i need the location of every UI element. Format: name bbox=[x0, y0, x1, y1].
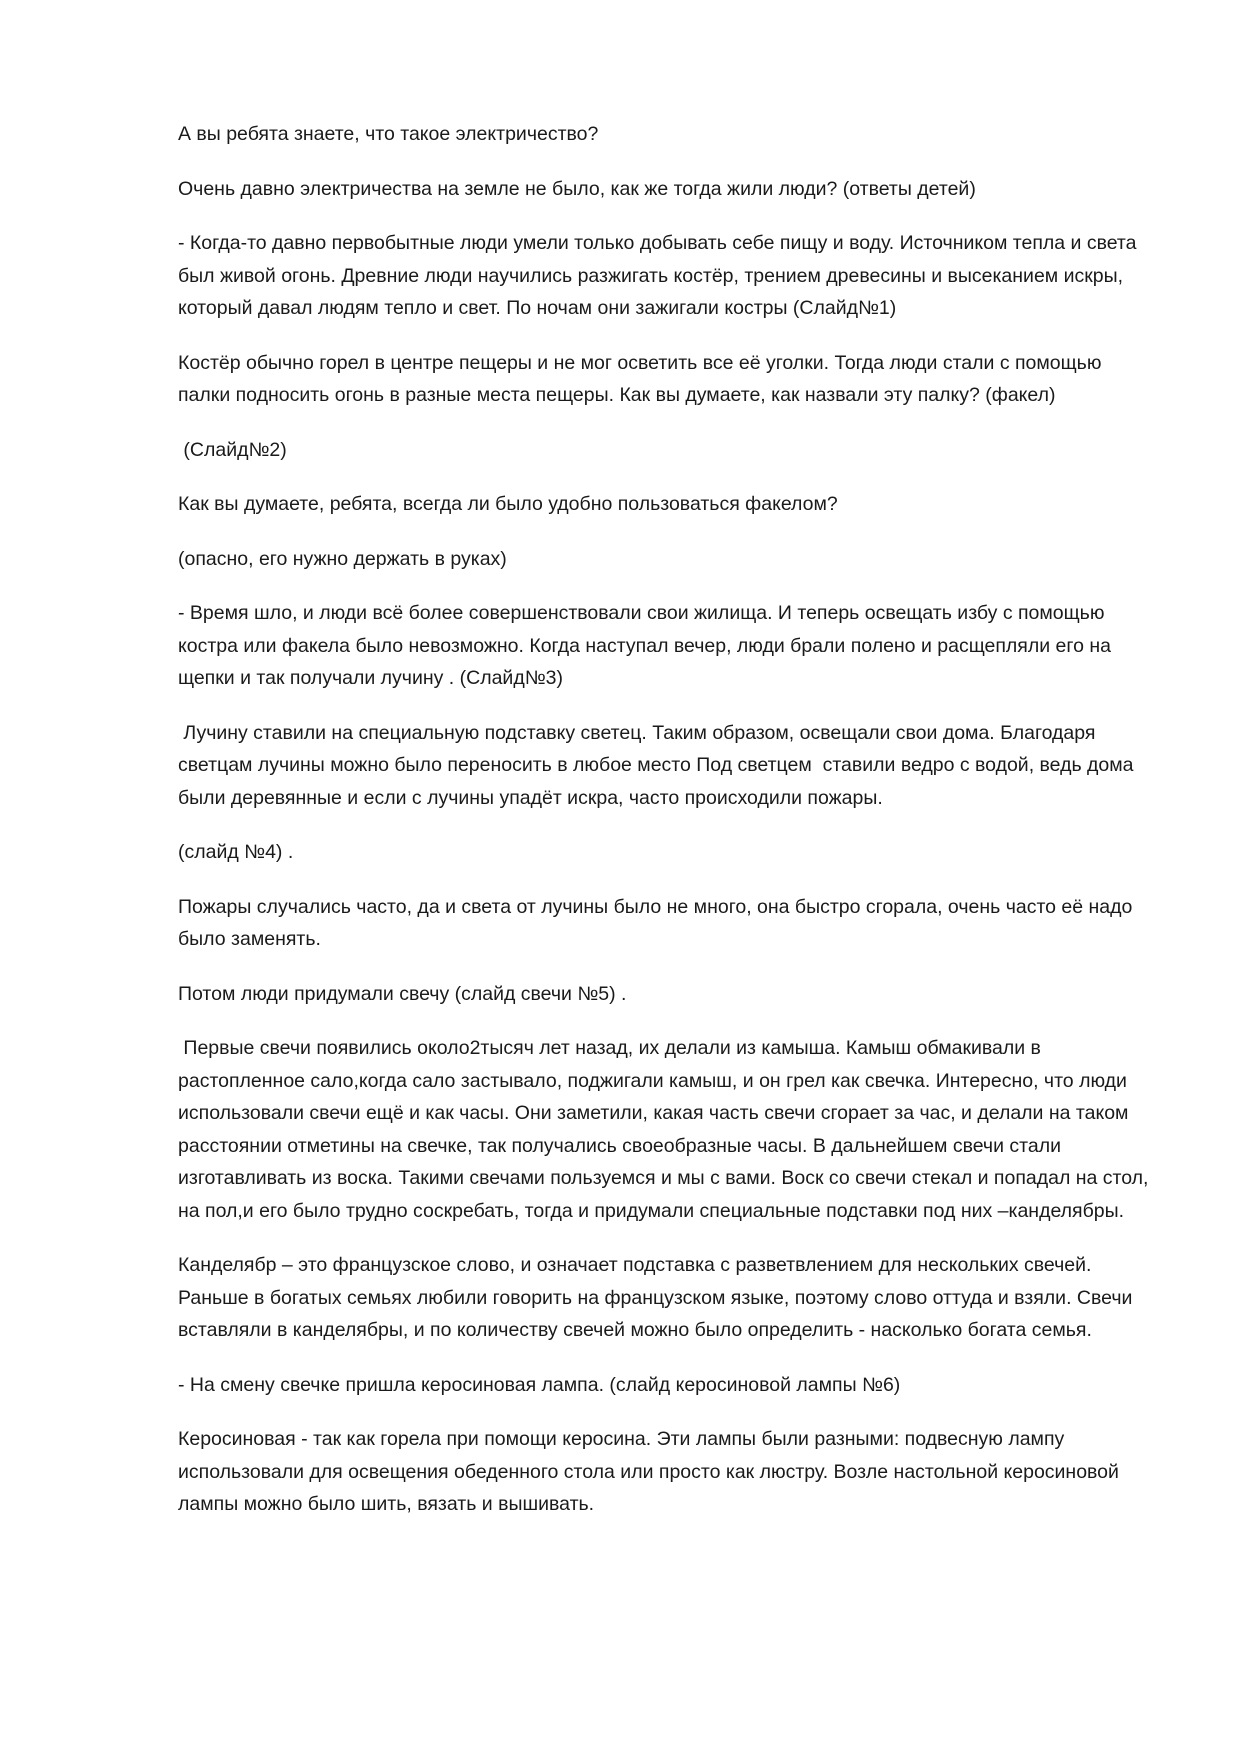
paragraph-11: Пожары случались часто, да и света от лучины было не много, она быстро сгорала, очень часто её надо было заменять. bbox=[178, 895, 1138, 950]
paragraph-3: - Когда-то давно первобытные люди умели только добывать себе пищу и воду. Источником тепла и света был живой огонь. Древние люди научились разжигать костёр, трением древесины и высеканием искры, который давал людям тепло и свет. По ночам они зажигали костры (Слайд№1) bbox=[178, 232, 1142, 319]
paragraph-10: (слайд №4) . bbox=[178, 841, 294, 863]
paragraph-4: Костёр обычно горел в центре пещеры и не мог осветить все её уголки. Тогда люди стали с помощью палки подносить огонь в разные места пещеры. Как вы думаете, как назвали эту палку? (факел) bbox=[178, 351, 1107, 406]
paragraph-9: Лучину ставили на специальную подставку светец. Таким образом, освещали свои дома. Благодаря светцам лучины можно было переносить в любое место Под светцем ставили ведро с водой, ведь дома были деревянные и если с лучины упадёт искра, часто происходили пожары. bbox=[178, 721, 1139, 809]
document-body bbox=[178, 118, 1158, 1543]
paragraph-14: Канделябр – это французское слово, и означает подставка с разветвлением для нескольких свечей. Раньше в богатых семьях любили говорить на французском языке, поэтому слово оттуда и взяли. Свечи вставляли в канделябры, и по количеству свечей можно было определить - насколько богата семья. bbox=[178, 1254, 1138, 1341]
paragraph-7: (опасно, его нужно держать в руках) bbox=[178, 547, 507, 570]
paragraph-13: Первые свечи появились около2тысяч лет назад, их делали из камыша. Камыш обмакивали в растопленное сало,когда сало застывало, поджигали камыш, и он грел как свечка. Интересно, что люди использовали свечи ещё и как часы. Они заметили, какая часть свечи сгорает за час, и делали на таком расстоянии отметины на свечке, так получались своеобразные часы. В дальнейшем свечи стали изготавливать из воска. Такими свечами пользуемся и мы с вами. Воск со свечи стекал и попадал на стол, на пол,и его было трудно соскребать, тогда и придумали специальные подставки под них –канделябры. bbox=[178, 1037, 1154, 1222]
paragraph-5: (Слайд№2) bbox=[178, 438, 287, 461]
paragraph-1: А вы ребята знаете, что такое электричество? bbox=[178, 123, 599, 145]
paragraph-2: Очень давно электричества на земле не было, как же тогда жили люди? (ответы детей) bbox=[178, 177, 976, 200]
paragraph-12: Потом люди придумали свечу (слайд свечи №5) . bbox=[178, 982, 627, 1005]
paragraph-15: - На смену свечке пришла керосиновая лампа. (слайд керосиновой лампы №6) bbox=[178, 1373, 901, 1396]
paragraph-8: - Время шло, и люди всё более совершенствовали свои жилища. И теперь освещать избу с помощью костра или факела было невозможно. Когда наступал вечер, люди брали полено и расщепляли его на щепки и так получали лучину . (Слайд№3) bbox=[178, 602, 1117, 689]
paragraph-16: Керосиновая - так как горела при помощи керосина. Эти лампы были разными: подвесную лампу использовали для освещения обеденного стола или просто как люстру. Возле настольной керосиновой лампы можно было шить, вязать и вышивать. bbox=[178, 1428, 1125, 1515]
paragraph-6: Как вы думаете, ребята, всегда ли было удобно пользоваться факелом? bbox=[178, 493, 838, 515]
